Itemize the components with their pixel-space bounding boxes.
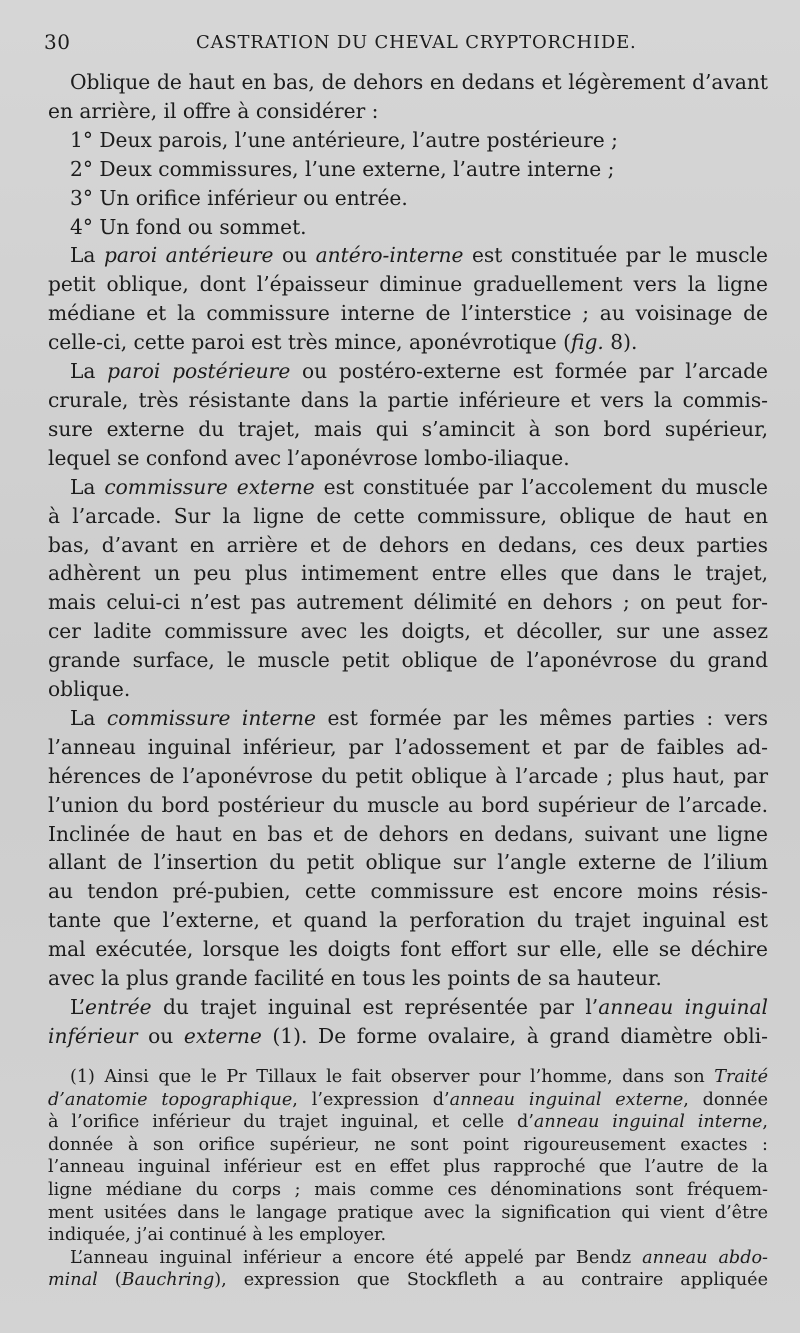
footnote-line: d’anatomie topographique, l’expression d’anneau inguinal externe, donnée — [48, 1089, 769, 1110]
text-line: l’anneau inguinal inférieur, par l’adossement et par de faibles ad- — [48, 734, 768, 759]
text-line: celle-ci, cette paroi est très mince, aponévrotique (fig. 8). — [48, 330, 638, 355]
text-line: adhèrent un peu plus intimement entre elles que dans le trajet, — [48, 561, 768, 586]
text-line: allant de l’insertion du petit oblique sur l’angle externe de l’ilium — [48, 850, 768, 875]
text-line: petit oblique, dont l’épaisseur diminue graduellement vers la ligne — [48, 272, 768, 297]
text-line: hérences de l’aponévrose du petit oblique à l’arcade ; plus haut, par — [48, 763, 768, 788]
text-line: sure externe du trajet, mais qui s’amincit à son bord supérieur, — [48, 416, 768, 441]
text-line: crurale, très résistante dans la partie inférieure et vers la commis- — [48, 387, 768, 412]
running-title: CASTRATION DU CHEVAL CRYPTORCHIDE. — [196, 32, 637, 53]
text-line: à l’arcade. Sur la ligne de cette commissure, oblique de haut en — [48, 503, 768, 528]
text-line: L’entrée du trajet inguinal est représentée par l’anneau inguinal — [70, 995, 768, 1019]
footnote-line: à l’orifice inférieur du trajet inguinal, et celle d’anneau inguinal interne, — [48, 1112, 768, 1133]
page-number: 30 — [44, 30, 71, 54]
footnotes — [48, 1066, 768, 1292]
text-line: La paroi postérieure ou postéro-externe est formée par l’arcade — [70, 359, 768, 384]
text-line: lequel se confond avec l’aponévrose lombo-iliaque. — [48, 445, 570, 470]
footnote-line: (1) Ainsi que le Pr Tillaux le fait observer pour l’homme, dans son Traité — [70, 1067, 768, 1087]
text-line: en arrière, il offre à considérer : — [48, 98, 379, 123]
footnote-line: L’anneau inguinal inférieur a encore été appelé par Bendz anneau abdo- — [70, 1247, 768, 1268]
text-line: cer ladite commissure avec les doigts, et décoller, sur une assez — [48, 619, 768, 644]
footnote-line: ment usitées dans le langage pratique avec la signification qui vient d’être — [48, 1202, 768, 1223]
text-line: 4° Un fond ou sommet. — [70, 214, 307, 239]
text-line: La commissure externe est constituée par l’accolement du muscle — [70, 474, 768, 499]
text-line: inférieur ou externe (1). De forme ovalaire, à grand diamètre obli- — [48, 1023, 768, 1048]
text-line: 3° Un orifice inférieur ou entrée. — [70, 185, 408, 210]
text-line: mais celui-ci n’est pas autrement délimité en dehors ; on peut for- — [48, 590, 768, 615]
text-line: au tendon pré-pubien, cette commissure est encore moins résis- — [48, 879, 768, 904]
main-text — [48, 68, 768, 1051]
text-line: La paroi antérieure ou antéro-interne est constituée par le muscle — [70, 243, 769, 268]
footnote-line: donnée à son orifice supérieur, ne sont point rigoureusement exactes : — [48, 1134, 768, 1155]
text-line: médiane et la commissure interne de l’interstice ; au voisinage de — [48, 301, 768, 326]
text-line: oblique. — [48, 677, 131, 702]
text-line: La commissure interne est formée par les mêmes parties : vers — [70, 705, 768, 730]
text-line: avec la plus grande facilité en tous les points de sa hauteur. — [48, 966, 662, 991]
text-line: 1° Deux parois, l’une antérieure, l’autre postérieure ; — [70, 127, 618, 152]
text-line: grande surface, le muscle petit oblique de l’aponévrose du grand — [48, 648, 768, 673]
text-line: Inclinée de haut en bas et de dehors en dedans, suivant une ligne — [48, 821, 768, 846]
text-line: Oblique de haut en bas, de dehors en dedans et légèrement d’avant — [70, 70, 768, 94]
text-line: tante que l’externe, et quand la perforation du trajet inguinal est — [48, 908, 768, 933]
running-header — [44, 30, 766, 58]
text-line: bas, d’avant en arrière et de dehors en dedans, ces deux parties — [48, 532, 768, 557]
footnote-line: minal (Bauchring), expression que Stockfleth a au contraire appliquée — [48, 1270, 768, 1291]
footnote-line: indiquée, j’ai continué à les employer. — [48, 1225, 387, 1246]
footnote-line: ligne médiane du corps ; mais comme ces dénominations sont fréquem- — [48, 1179, 768, 1200]
text-line: 2° Deux commissures, l’une externe, l’autre interne ; — [70, 156, 615, 181]
text-line: l’union du bord postérieur du muscle au bord supérieur de l’arcade. — [48, 792, 768, 817]
text-line: mal exécutée, lorsque les doigts font effort sur elle, elle se déchire — [48, 937, 768, 962]
footnote-line: l’anneau inguinal inférieur est en effet plus rapproché que l’autre de la — [48, 1157, 768, 1178]
